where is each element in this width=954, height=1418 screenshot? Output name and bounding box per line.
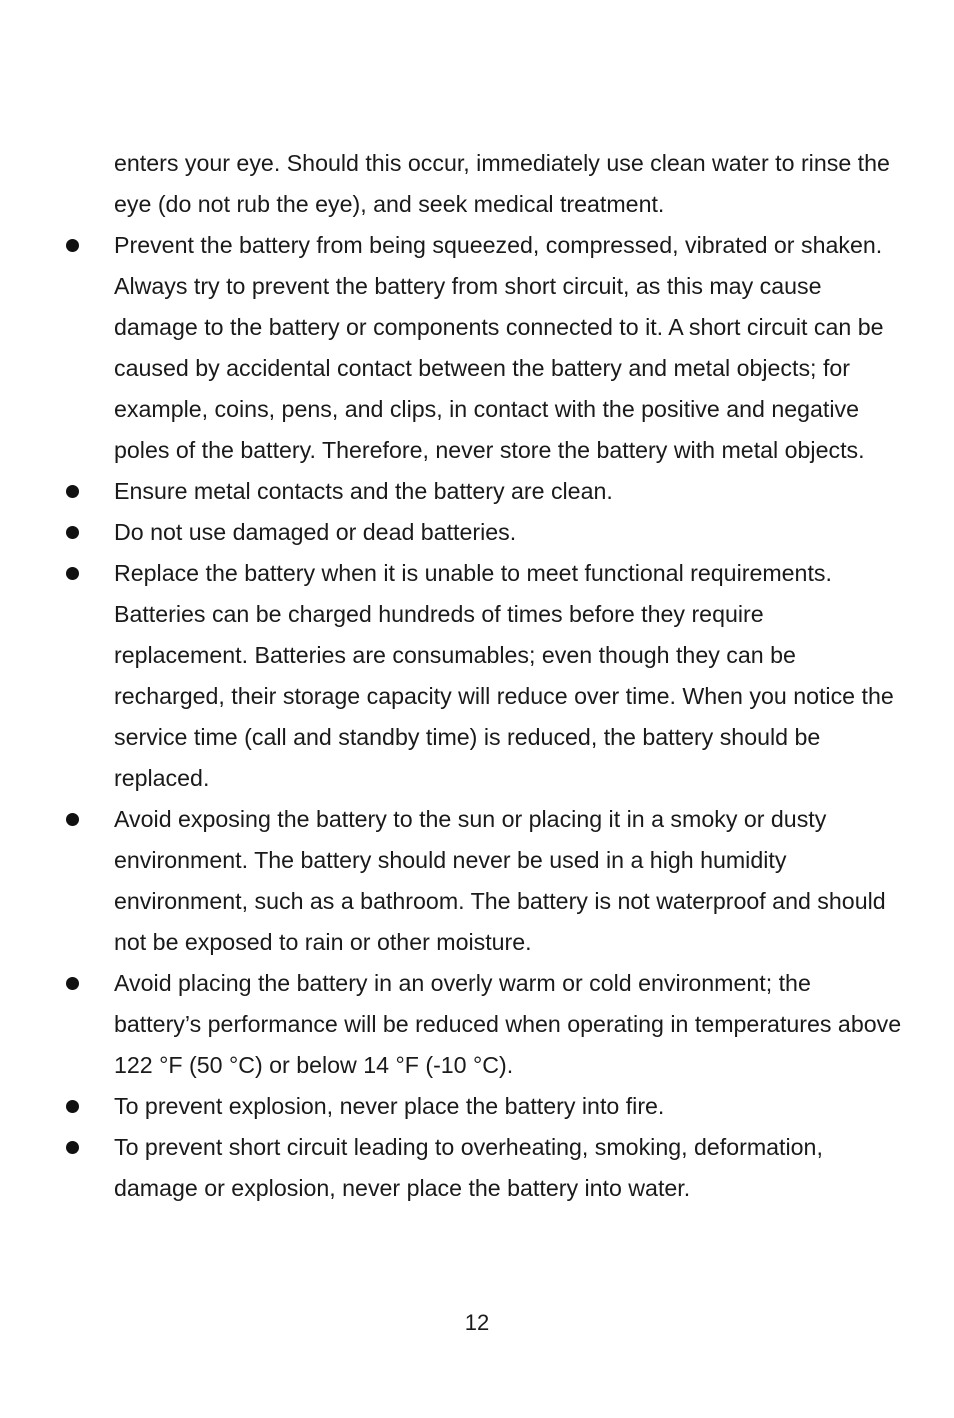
bullet-text: To prevent explosion, never place the battery into fire. [114,1093,665,1119]
bullet-item [0,471,954,512]
bullet-dot-icon [66,239,79,252]
document-body [0,143,954,1209]
bullet-dot-icon [66,567,79,580]
bullet-dot-icon [66,526,79,539]
bullet-text: Ensure metal contacts and the battery are clean. [114,478,613,504]
bullet-text: Do not use damaged or dead batteries. [114,519,517,545]
bullet-item [0,512,954,553]
bullet-text: Prevent the battery from being squeezed, compressed, vibrated or shaken. Always try to prevent the battery from short circuit, as this may cause damage to the battery or components connected to it. A short circuit can be caused by accidental contact between the battery and metal objects; for example, coins, pens, and clips, in contact with the positive and negative poles of the battery. Therefore, never store the battery with metal objects. [114,232,884,463]
bullet-item [0,1086,954,1127]
bullet-item [0,1127,954,1209]
bullet-dot-icon [66,1100,79,1113]
bullet-item [0,799,954,963]
bullet-text: To prevent short circuit leading to overheating, smoking, deformation, damage or explosion, never place the battery into water. [114,1134,823,1201]
continuation-paragraph: enters your eye. Should this occur, immediately use clean water to rinse the eye (do not rub the eye), and seek medical treatment. [114,150,890,217]
bullet-text: Replace the battery when it is unable to meet functional requirements. Batteries can be charged hundreds of times before they require replacement. Batteries are consumables; even though they can be recharged, their storage capacity will reduce over time. When you notice the service time (call and standby time) is reduced, the battery should be replaced. [114,560,894,791]
bullet-text: Avoid exposing the battery to the sun or placing it in a smoky or dusty environment. The battery should never be used in a high humidity environment, such as a bathroom. The battery is not waterproof and should not be exposed to rain or other moisture. [114,806,886,955]
page-number: 12 [464,1310,490,1335]
bullet-dot-icon [66,485,79,498]
bullet-dot-icon [66,1141,79,1154]
bullet-text: Avoid placing the battery in an overly warm or cold environment; the battery’s performance will be reduced when operating in temperatures above 122 °F (50 °C) or below 14 °F (-10 °C). [114,970,902,1078]
bullet-item [0,963,954,1086]
bullet-item [0,225,954,471]
bullet-item [0,553,954,799]
bullet-dot-icon [66,813,79,826]
bullet-dot-icon [66,977,79,990]
